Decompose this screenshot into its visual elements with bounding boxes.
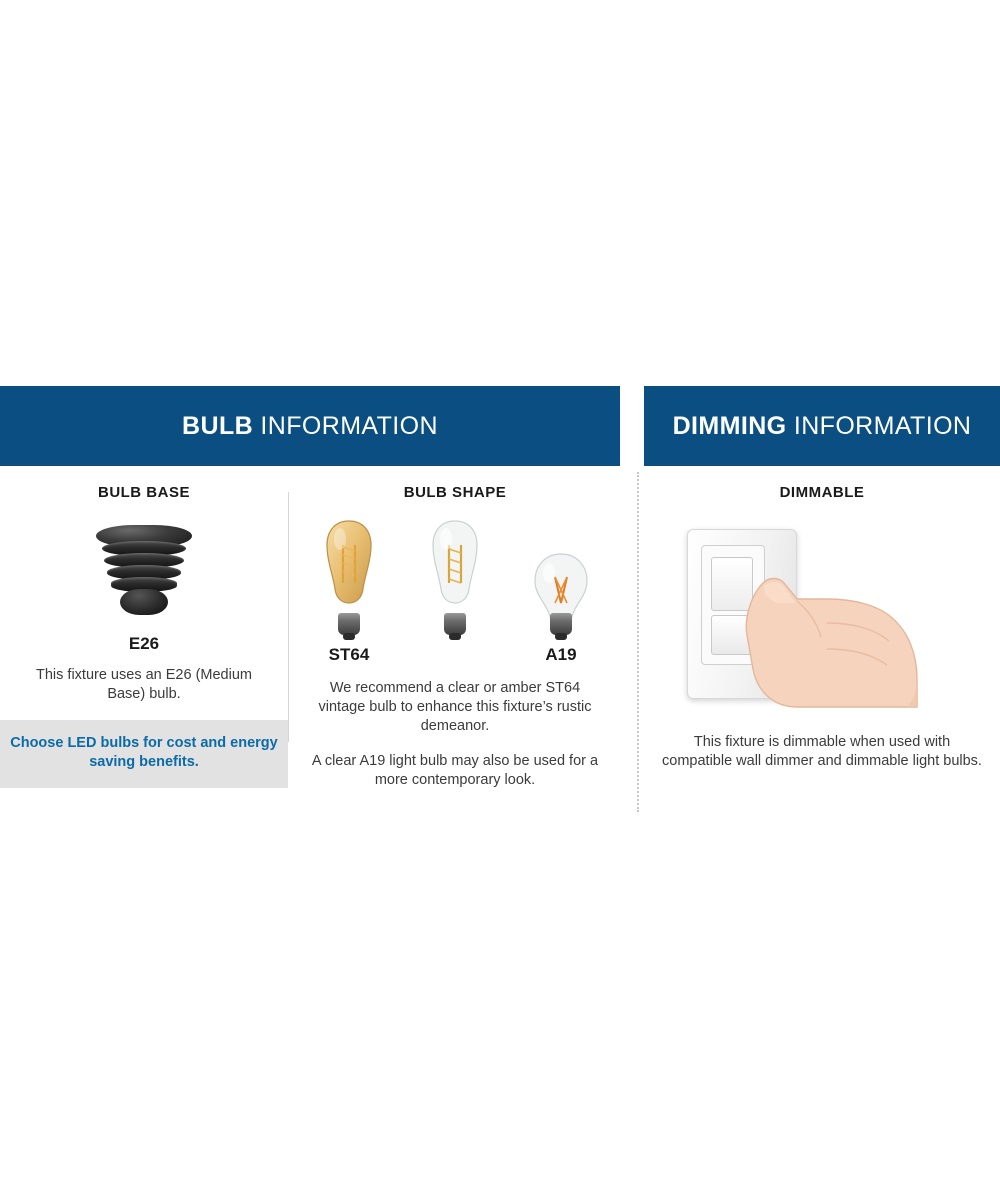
dimming-information-title-bold: DIMMING: [672, 411, 787, 440]
bulb-shape-label-blank: [419, 645, 491, 665]
hand-pressing-dimmer-icon: [677, 519, 967, 719]
bulb-base-column: [0, 484, 288, 790]
info-band: [0, 386, 1000, 790]
led-recommendation-note: Choose LED bulbs for cost and energy saving benefits.: [0, 720, 288, 788]
a19-clear-bulb-icon: [525, 535, 597, 635]
bulb-information-title: [182, 412, 438, 441]
st64-clear-bulb-cap: [444, 613, 466, 635]
bulb-information-panel: [0, 386, 620, 790]
bulb-shape-label-a19: A19: [545, 645, 577, 664]
bulb-information-title-bold: BULB: [182, 411, 254, 440]
st64-clear-bulb-icon: [419, 517, 491, 635]
bulb-base-title: BULB BASE: [97, 484, 190, 501]
dimmable-title: DIMMABLE: [779, 484, 865, 501]
dimmable-description: This fixture is dimmable when used with compatible wall dimmer and dimmable light bulbs.: [662, 734, 982, 769]
bulb-shape-column: [289, 484, 620, 790]
st64-clear-bulb-glass: [419, 517, 491, 617]
panels-row: [0, 386, 1000, 790]
wall-dimmer-switch-with-hand-icon: [677, 519, 967, 719]
dimming-information-panel: [644, 386, 1000, 771]
st64-amber-bulb-glass: [313, 517, 385, 617]
bulb-information-title-rest: INFORMATION: [253, 411, 438, 440]
bulb-shape-icons: [313, 517, 597, 635]
bulb-shape-labels: [313, 645, 597, 665]
bulb-panel-body: [0, 466, 620, 790]
dimming-panel-body: [644, 466, 1000, 771]
st64-amber-bulb-icon: [313, 517, 385, 635]
st64-amber-bulb-cap: [338, 613, 360, 635]
bulb-information-header: [0, 386, 620, 466]
e26-socket-icon: [84, 521, 204, 626]
bulb-base-description: This fixture uses an E26 (Medium Base) bulb.: [36, 667, 252, 702]
dimming-information-title-rest: INFORMATION: [786, 411, 972, 440]
a19-clear-bulb-cap: [550, 613, 572, 635]
dimming-information-title: [673, 412, 972, 441]
bulb-base-label: E26: [128, 634, 160, 653]
bulb-shape-title: BULB SHAPE: [403, 484, 507, 501]
dimming-information-header: [644, 386, 1000, 466]
bulb-shape-paragraph-2: A clear A19 light bulb may also be used for a more contemporary look.: [311, 753, 599, 788]
bulb-shape-label-st64: ST64: [328, 645, 370, 664]
bulb-shape-paragraph-1: We recommend a clear or amber ST64 vintage bulb to enhance this fixture’s rustic demeanor.: [318, 680, 592, 734]
